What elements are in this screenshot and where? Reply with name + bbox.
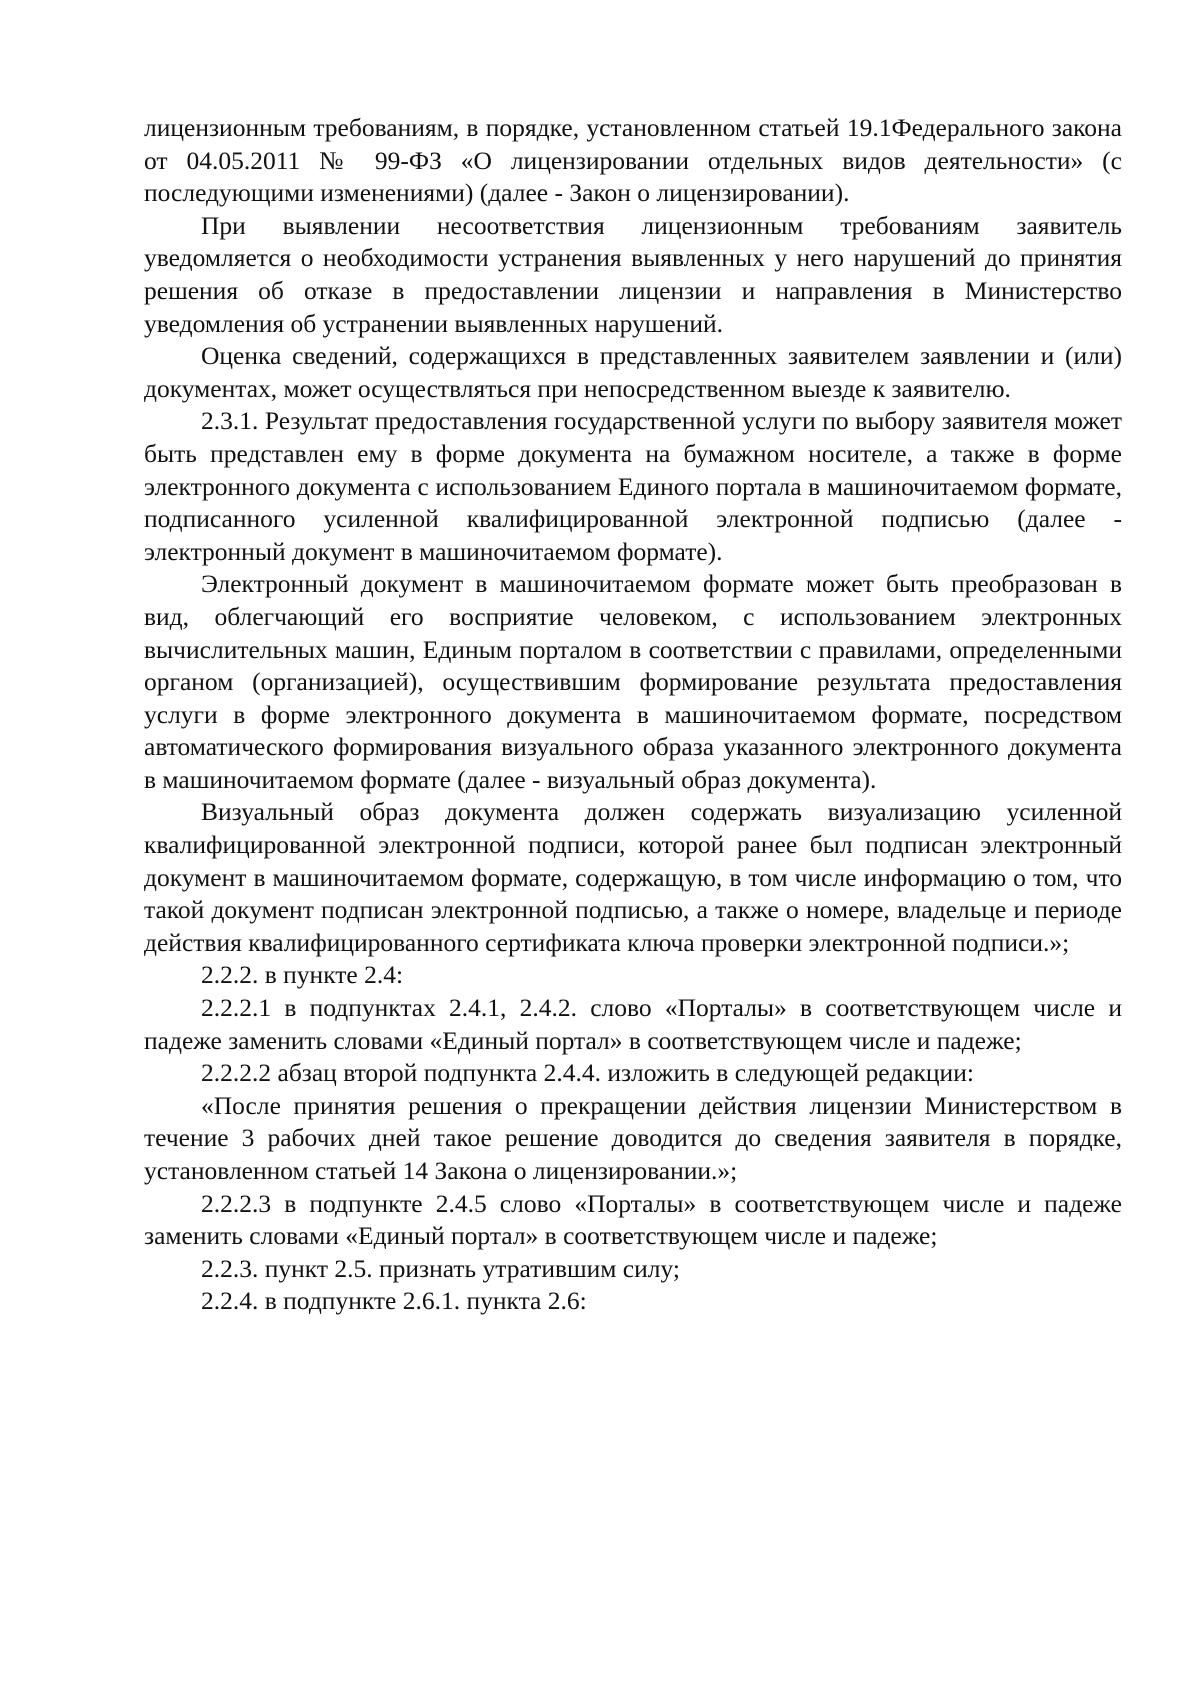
paragraph-11: 2.2.2.3 в подпункте 2.4.5 слово «Порталы» в соответствующем числе и падеже заменить словами «Единый портал» в соответствующем числе и падеже;	[144, 1188, 1122, 1251]
paragraph-1: лицензионным требованиям, в порядке, установленном статьей 19.1Федерального закона от 04.05.2011 № 99-ФЗ «О лицензировании отдельных видов деятельности» (с последующими изменениями) (далее - Закон о лицензировании).	[144, 113, 1122, 208]
paragraph-10: «После принятия решения о прекращении действия лицензии Министерством в течение 3 рабочих дней такое решение доводится до сведения заявителя в порядке, установленном статьей 14 Закона о лицензировании.»;	[144, 1090, 1122, 1185]
document-page	[144, 112, 1122, 1318]
paragraph-5: Электронный документ в машиночитаемом формате может быть преобразован в вид, облегчающий его восприятие человеком, с использованием электронных вычислительных машин, Единым порталом в соответствии с правилами, определенными органом (организацией), осуществившим формирование результата предоставления услуги в форме электронного документа в машиночитаемом формате, посредством автоматического формирования визуального образа указанного электронного документа в машиночитаемом формате (далее - визуальный образ документа).	[144, 569, 1122, 794]
paragraph-2: При выявлении несоответствия лицензионным требованиям заявитель уведомляется о необходимости устранения выявленных у него нарушений до принятия решения об отказе в предоставлении лицензии и направления в Министерство уведомления об устранении выявленных нарушений.	[144, 210, 1122, 338]
paragraph-6: Визуальный образ документа должен содержать визуализацию усиленной квалифицированной электронной подписи, которой ранее был подписан электронный документ в машиночитаемом формате, содержащую, в том числе информацию о том, что такой документ подписан электронной подписью, а также о номере, владельце и периоде действия квалифицированного сертификата ключа проверки электронной подписи.»;	[144, 797, 1122, 957]
paragraph-3: Оценка сведений, содержащихся в представленных заявителем заявлении и (или) документах, может осуществляться при непосредственном выезде к заявителю.	[144, 341, 1122, 403]
paragraph-7: 2.2.2. в пункте 2.4:	[201, 960, 404, 990]
paragraph-12: 2.2.3. пункт 2.5. признать утратившим силу;	[201, 1253, 680, 1283]
paragraph-9: 2.2.2.2 абзац второй подпункта 2.4.4. изложить в следующей редакции:	[201, 1058, 974, 1088]
paragraph-13: 2.2.4. в подпункте 2.6.1. пункта 2.6:	[201, 1286, 587, 1316]
paragraph-4: 2.3.1. Результат предоставления государственной услуги по выбору заявителя может быть представлен ему в форме документа на бумажном носителе, а также в форме электронного документа с использованием Единого портала в машиночитаемом формате, подписанного усиленной квалифицированной электронной подписью (далее - электронный документ в машиночитаемом формате).	[144, 406, 1122, 566]
paragraph-8: 2.2.2.1 в подпунктах 2.4.1, 2.4.2. слово «Порталы» в соответствующем числе и падеже заменить словами «Единый портал» в соответствующем числе и падеже;	[144, 993, 1122, 1055]
